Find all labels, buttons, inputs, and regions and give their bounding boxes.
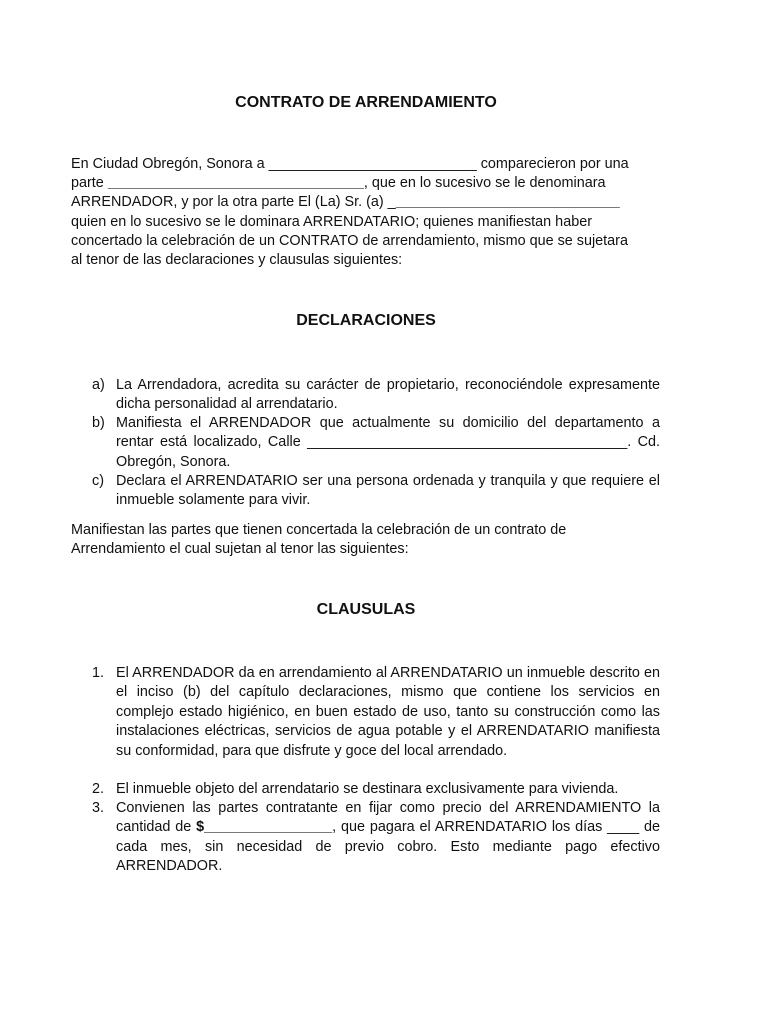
- intro-line: quien en lo sucesivo se le dominara ARRENDATARIO; quienes manifiestan haber: [71, 214, 592, 230]
- list-item: [92, 780, 660, 799]
- intro-line: concertado la celebración de un CONTRATO de arrendamiento, mismo que se sujetara: [71, 233, 628, 249]
- intro-line: En Ciudad Obregón, Sonora a __________________________ comparecieron por una: [71, 156, 629, 172]
- intro-text: parte: [71, 175, 108, 191]
- intro-line: [71, 193, 660, 212]
- list-text: El inmueble objeto del arrendatario se destinara exclusivamente para vivienda.: [116, 781, 619, 797]
- closing-line: Manifiestan las partes que tienen concertada la celebración de un contrato de: [71, 522, 567, 538]
- list-text: El ARRENDADOR da en arrendamiento al ARRENDATARIO un inmueble descrito en el inciso (b) del capítulo declaraciones, mismo que contiene los servicios en complejo estado higiénico, en buen estado de uso, tanto su construcción como las instalaciones eléctricas, servicios de agua potable y el ARRENDATARIO manifiesta su conformidad, para que disfrute y goce del local arrendado.: [116, 665, 660, 759]
- declaraciones-heading: DECLARACIONES: [296, 312, 436, 329]
- list-item: [92, 376, 660, 415]
- list-marker: c): [92, 473, 104, 489]
- clause-text: Convienen las partes contratante en fijar como precio del ARRENDAMIENTO la cantidad de: [116, 800, 660, 836]
- price-blank: $________________: [196, 819, 333, 836]
- closing-line: Arrendamiento el cual sujetan al tenor las siguientes:: [71, 541, 409, 557]
- clause-text: , que pagara el ARRENDATARIO los días ____ de cada mes, sin necesidad de previo cobro. Esto mediante pago efectivo ARRENDADOR.: [116, 819, 660, 875]
- arrendatario-blank: ____________________________: [395, 194, 620, 210]
- list-marker: b): [92, 415, 105, 431]
- intro-line: al tenor de las declaraciones y clausulas siguientes:: [71, 252, 403, 268]
- list-marker: 3.: [92, 800, 105, 816]
- list-text: Declara el ARRENDATARIO ser una persona ordenada y tranquila y que requiere el inmueble solamente para vivir.: [116, 473, 660, 509]
- list-item: [92, 414, 660, 472]
- list-item: [92, 472, 660, 511]
- list-marker: a): [92, 377, 105, 393]
- list-marker: 2.: [92, 781, 105, 797]
- arrendador-blank: ________________________________: [107, 175, 364, 191]
- intro-text: ARRENDADOR, y por la otra parte El (La) Sr. (a) _: [71, 194, 396, 210]
- list-item: [92, 799, 660, 877]
- intro-text: , que en lo sucesivo se le denominara: [363, 175, 606, 191]
- list-text: Manifiesta el ARRENDADOR que actualmente su domicilio del departamento a rentar está localizado, Calle ________________________________________. Cd. Obregón, Sonora.: [116, 415, 660, 470]
- clausulas-heading: CLAUSULAS: [316, 601, 416, 618]
- list-text: [116, 799, 660, 877]
- list-marker: 1.: [92, 665, 105, 681]
- document-title: CONTRATO DE ARRENDAMIENTO: [235, 94, 497, 111]
- intro-line: [71, 174, 660, 193]
- list-item: [92, 664, 660, 761]
- list-text: La Arrendadora, acredita su carácter de propietario, reconociéndole expresamente dicha personalidad al arrendatario.: [116, 377, 660, 413]
